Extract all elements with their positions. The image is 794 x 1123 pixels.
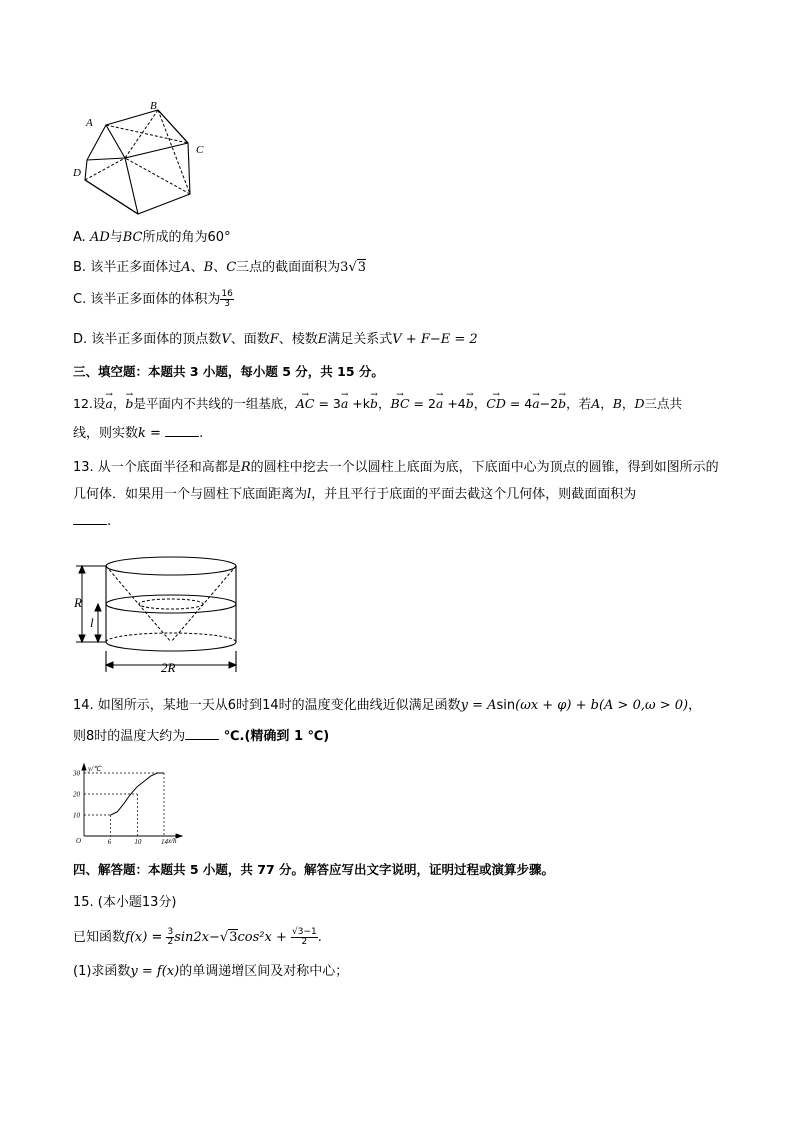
x-axis-label: x/h bbox=[168, 837, 177, 844]
section-heading-4: 四、解答题：本题共 5 小题，共 77 分。解答应写出文字说明，证明过程或演算步骤。 bbox=[73, 862, 555, 877]
answer-blank-12[interactable] bbox=[165, 424, 199, 437]
question-12-line1: 12.设→ a，→ b是平面内不共线的一组基底，→ AC = 3→ a +k→ b，→ BC = 2→ a +4→ b，→ CD = 4→ a−2→ b，若A，B，D三点共 bbox=[73, 394, 723, 414]
cylinder-figure bbox=[70, 554, 245, 676]
question-15-function: 已知函数f(x) = $\frac{3}{2}$ sin2x−√3cos²x + $\frac{√3-1}{2}$ . bbox=[73, 927, 322, 947]
section-heading-3: 三、填空题：本题共 3 小题，每小题 5 分，共 15 分。 bbox=[73, 364, 384, 379]
y-tick-label: 10 bbox=[73, 811, 80, 820]
option-c: C. 该半正多面体的体积为 $\frac{16}{3}$ bbox=[73, 289, 233, 309]
question-14-line2: 则8时的温度大约为 ℃.(精确到 1 ℃) bbox=[73, 729, 330, 744]
y-tick-label: 20 bbox=[73, 790, 80, 799]
question-14-line1: 14. 如图所示，某地一天从6时到14时的温度变化曲线近似满足函数y = Asin(ωx + φ) + b(A > 0,ω > 0)， bbox=[73, 698, 702, 713]
option-a: A. AD与BC所成的角为60° bbox=[73, 230, 231, 245]
x-tick-label: 6 bbox=[107, 838, 112, 844]
answer-blank-14[interactable] bbox=[185, 727, 219, 740]
origin-label: O bbox=[76, 837, 82, 844]
x-tick-label: 14 bbox=[161, 838, 168, 844]
label-C: C bbox=[196, 144, 204, 156]
label-l: l bbox=[90, 615, 94, 630]
y-tick-label: 30 bbox=[73, 769, 80, 778]
option-d: D. 该半正多面体的顶点数V、面数F、棱数E满足关系式V + F−E = 2 bbox=[73, 332, 478, 347]
label-2R: 2R bbox=[161, 660, 176, 675]
label-A: A bbox=[86, 117, 93, 129]
question-15-part1: (1)求函数y = f(x)的单调递增区间及对称中心； bbox=[73, 964, 349, 979]
label-D: D bbox=[73, 167, 81, 179]
question-15-title: 15. (本小题13分) bbox=[73, 895, 177, 910]
temperature-chart bbox=[72, 762, 184, 844]
question-13: 13. 从一个底面半径和高都是R的圆柱中挖去一个以圆柱上底面为底，下底面中心为顶点的圆锥，得到如图所示的几何体．如果用一个与圆柱下底面距离为l，并且平行于底面的平面去截这个几何体，则截面面积为 . bbox=[73, 460, 719, 529]
x-tick-label: 10 bbox=[134, 838, 142, 844]
answer-blank-13[interactable] bbox=[73, 512, 107, 525]
option-b: B. 该半正多面体过A、B、C三点的截面面积为3√3 bbox=[73, 260, 367, 275]
label-R: R bbox=[74, 595, 82, 610]
y-axis-label: y/℃ bbox=[88, 765, 101, 773]
fraction-16-3: $\frac{16}{3}$ bbox=[221, 289, 233, 309]
question-12-line2: 线，则实数k = . bbox=[73, 426, 204, 441]
label-B: B bbox=[150, 100, 157, 112]
polyhedron-figure bbox=[70, 98, 220, 223]
